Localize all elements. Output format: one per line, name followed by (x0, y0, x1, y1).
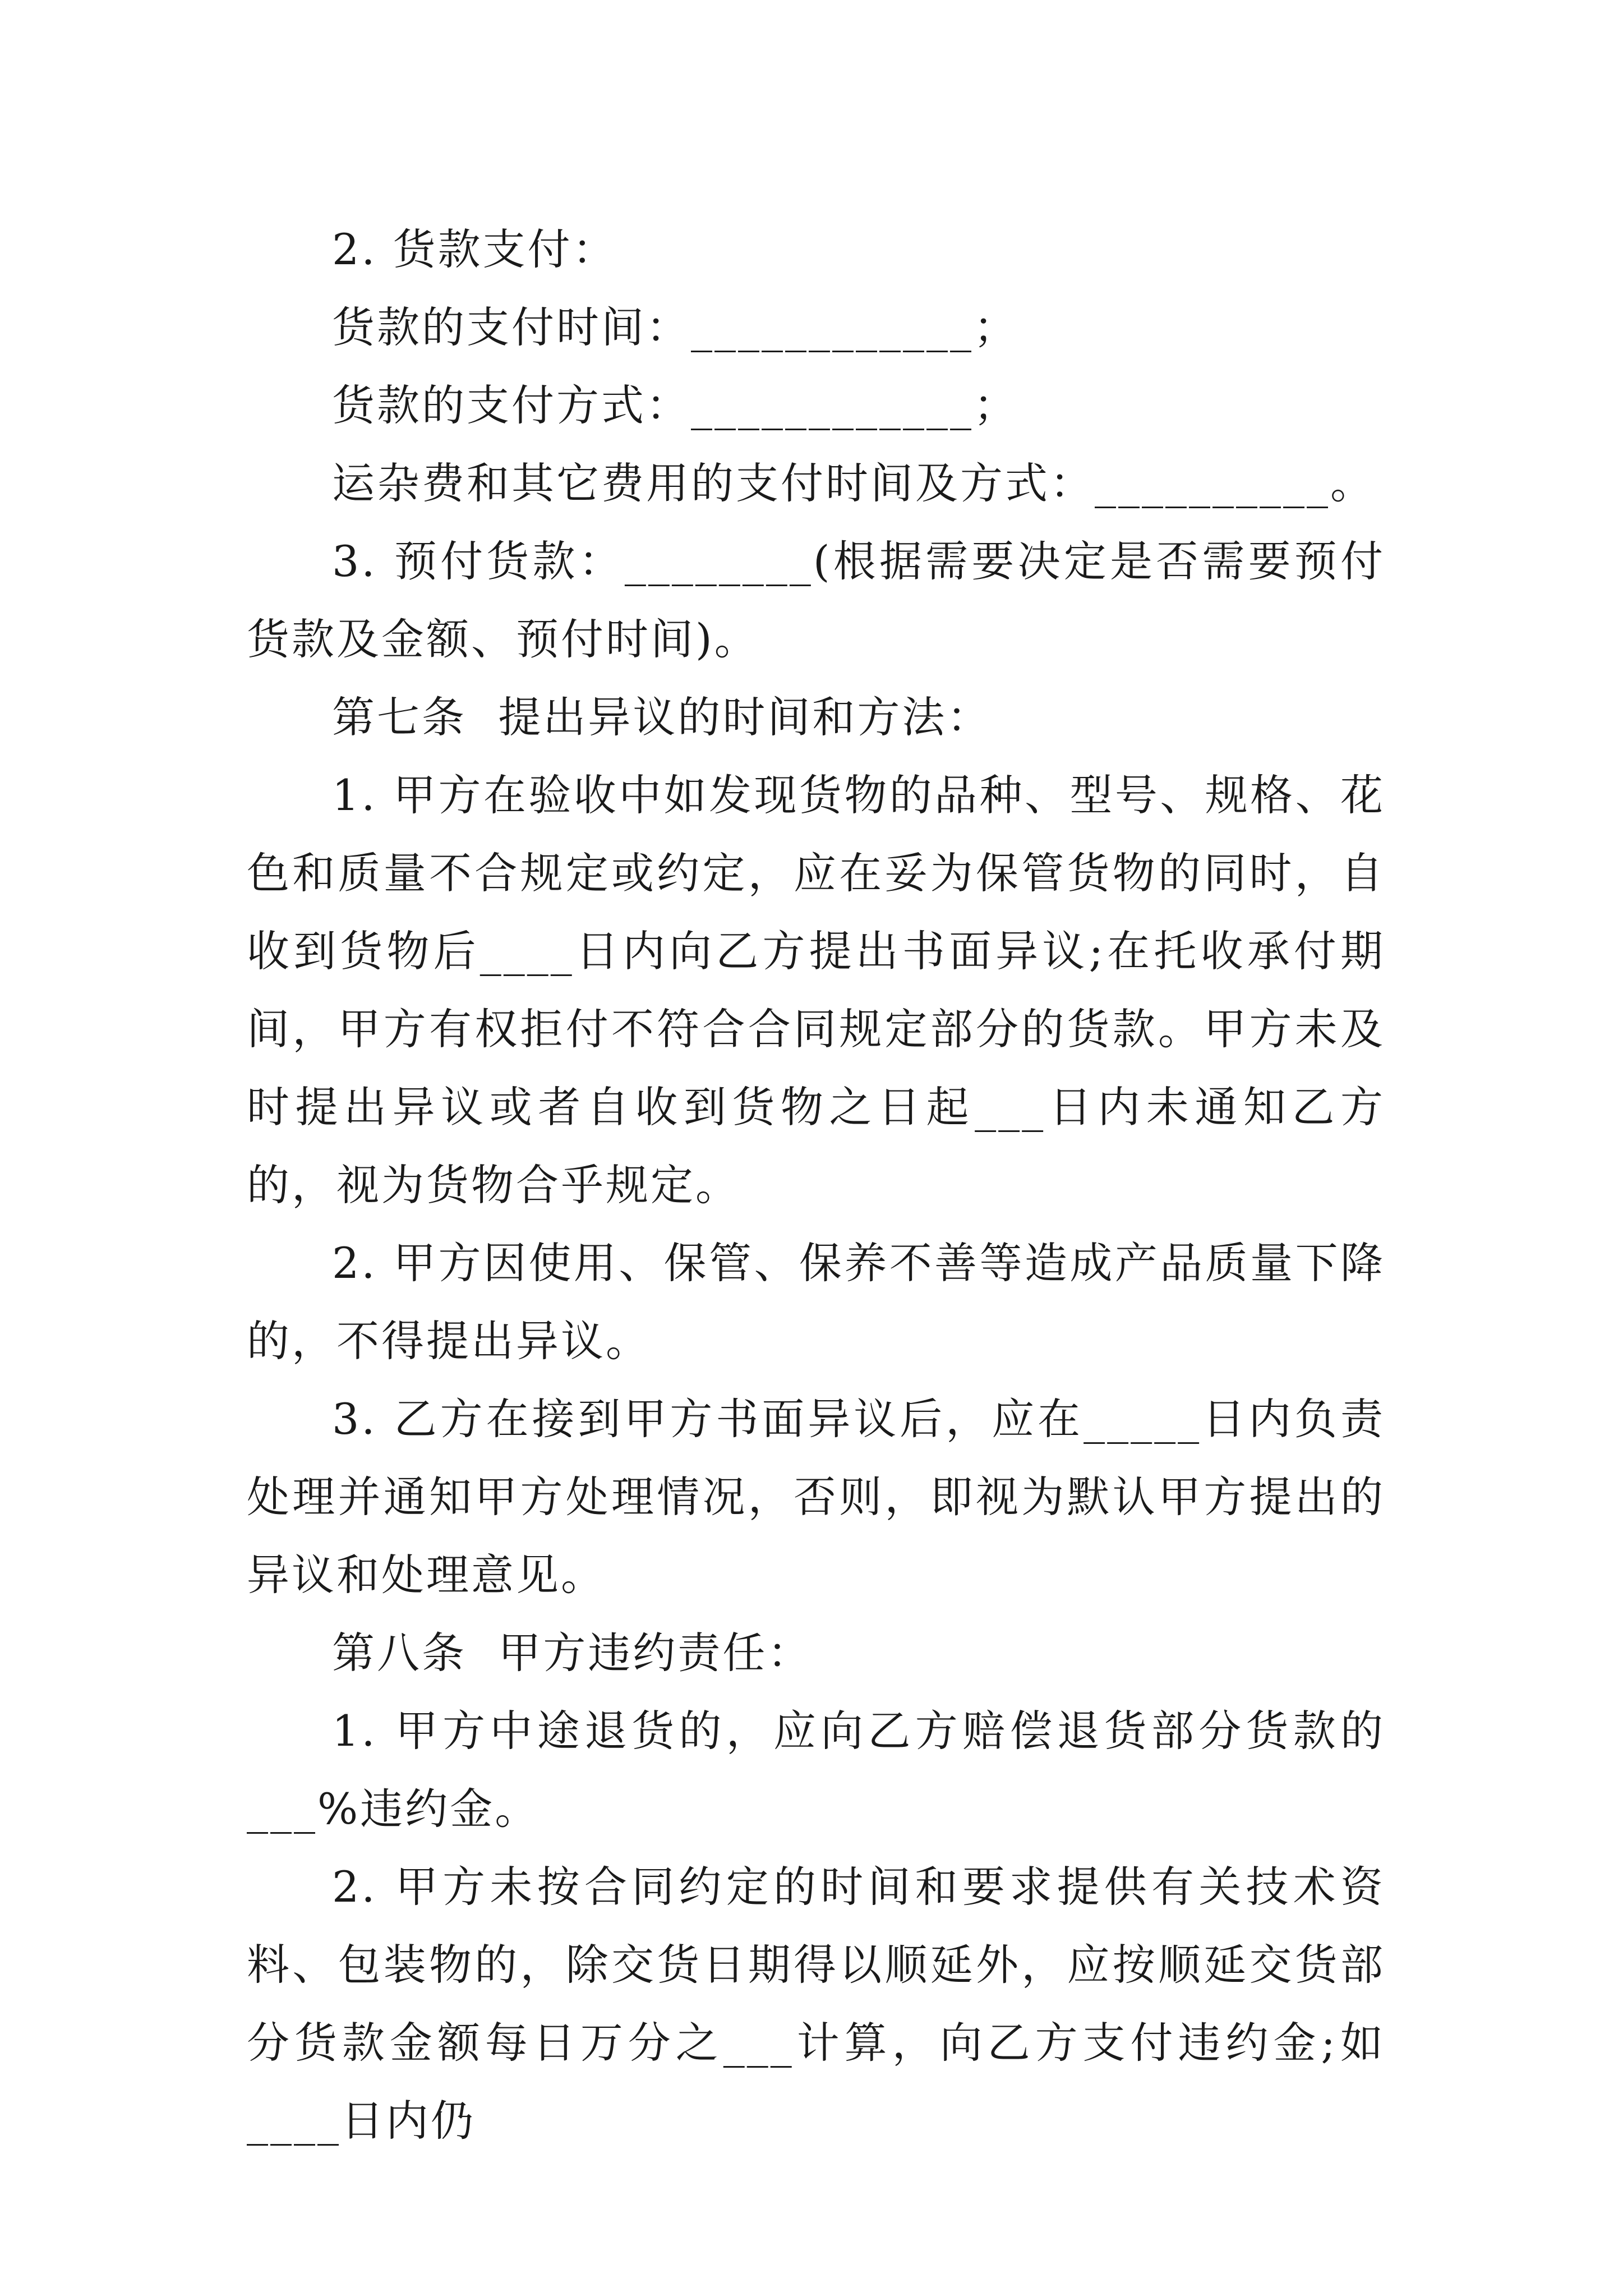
article-8-clause-1: 1. 甲方中途退货的，应向乙方赔偿退货部分货款的___%违约金。 (247, 1706, 1385, 1834)
article-8-heading: 第八条 甲方违约责任： (332, 1628, 813, 1678)
paragraph-payment-heading: 2. 货款支付： (332, 224, 617, 274)
article-7-clause-1: 1. 甲方在验收中如发现货物的品种、型号、规格、花色和质量不合规定或约定，应在妥为保管货物的同时，自收到货物后____日内向乙方提出书面异议;在托收承付期间，甲方有权拒付不符合合同规定部分的货款。甲方未及时提出异议或者自收到货物之日起___日内未通知乙方的，视为货物合乎规定。 (247, 770, 1385, 1210)
paragraph-payment-time: 货款的支付时间：____________； (332, 302, 1018, 352)
paragraph-prepayment: 3. 预付货款：________(根据需要决定是否需要预付货款及金额、预付时间)。 (247, 536, 1385, 664)
paragraph-payment-method: 货款的支付方式：____________； (332, 380, 1018, 430)
article-7-clause-3: 3. 乙方在接到甲方书面异议后，应在_____日内负责处理并通知甲方处理情况，否则，即视为默认甲方提出的异议和处理意见。 (247, 1394, 1385, 1600)
paragraph-freight-fees: 运杂费和其它费用的支付时间及方式：__________。 (332, 458, 1375, 508)
article-8-clause-2: 2. 甲方未按合同约定的时间和要求提供有关技术资料、包装物的，除交货日期得以顺延外，应按顺延交货部分货款金额每日万分之___计算，向乙方支付违约金;如____日内仍 (247, 1862, 1385, 2146)
document-body (247, 210, 1385, 2160)
article-7-heading: 第七条 提出异议的时间和方法： (332, 692, 992, 742)
article-7-clause-2: 2. 甲方因使用、保管、保养不善等造成产品质量下降的，不得提出异议。 (247, 1238, 1385, 1366)
